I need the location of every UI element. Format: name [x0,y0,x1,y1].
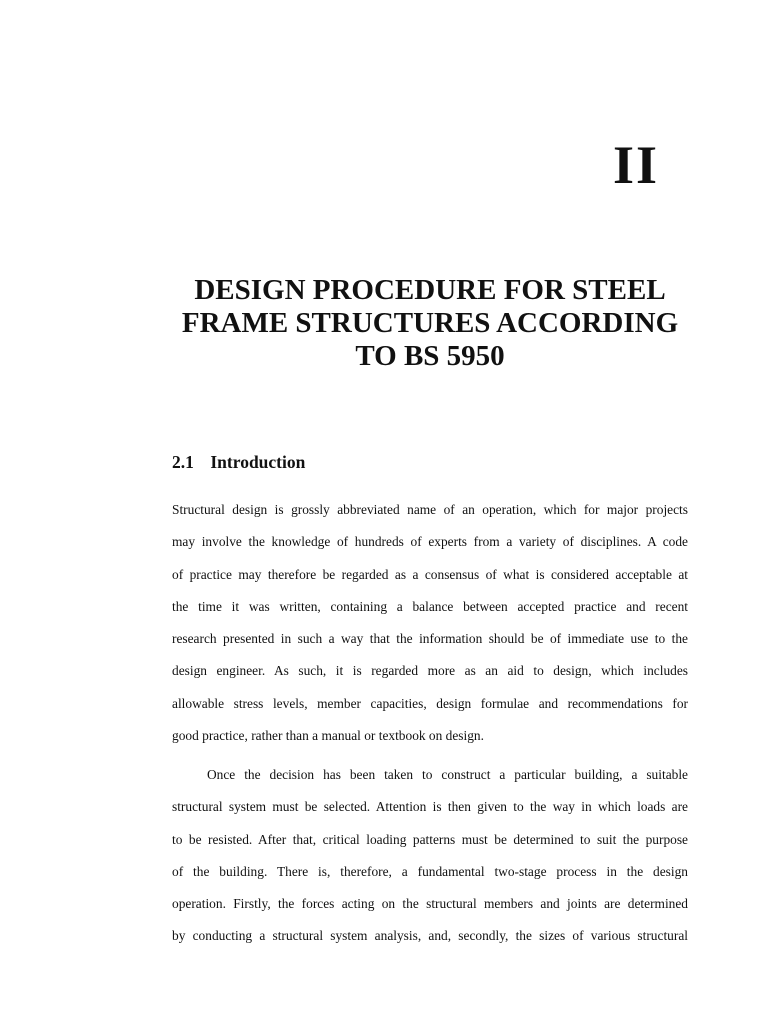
paragraph-line: to be resisted. After that, critical loading patterns must be determined to suit the purpose [172,831,688,847]
section-heading [172,452,305,472]
paragraph-line: by conducting a structural system analysis, and, secondly, the sizes of various structural [172,928,688,944]
paragraph-line: good practice, rather than a manual or textbook on design. [172,728,484,744]
chapter-title-line: TO BS 5950 [355,340,505,372]
section-title: Introduction [210,452,306,472]
paragraph-line: Structural design is grossly abbreviated name of an operation, which for major projects [172,502,688,517]
section-number: 2.1 [172,452,194,472]
chapter-title [172,274,688,373]
chapter-number: II [612,135,659,195]
paragraph-line: structural system must be selected. Attention is then given to the way in which loads are [172,799,688,815]
paragraph-line: Once the decision has been taken to construct a particular building, a suitable [207,767,688,782]
paragraph-line: operation. Firstly, the forces acting on the structural members and joints are determined [172,896,688,912]
chapter-title-line: FRAME STRUCTURES ACCORDING [181,307,679,339]
paragraph-line: allowable stress levels, member capacities, design formulae and recommendations for [172,695,688,711]
paragraph-line: the time it was written, containing a balance between accepted practice and recent [172,598,688,614]
paragraph-line: of practice may therefore be regarded as a consensus of what is considered acceptable at [172,566,688,582]
body-paragraph [172,494,688,752]
paragraph-line: research presented in such a way that the information should be of immediate use to the [172,631,688,647]
body-paragraph [172,759,688,953]
paragraph-line: may involve the knowledge of hundreds of experts from a variety of disciplines. A code [172,534,688,550]
chapter-title-line: DESIGN PROCEDURE FOR STEEL [194,274,666,306]
paragraph-line: design engineer. As such, it is regarded more as an aid to design, which includes [172,663,688,679]
paragraph-line: of the building. There is, therefore, a fundamental two-stage process in the design [172,863,688,879]
